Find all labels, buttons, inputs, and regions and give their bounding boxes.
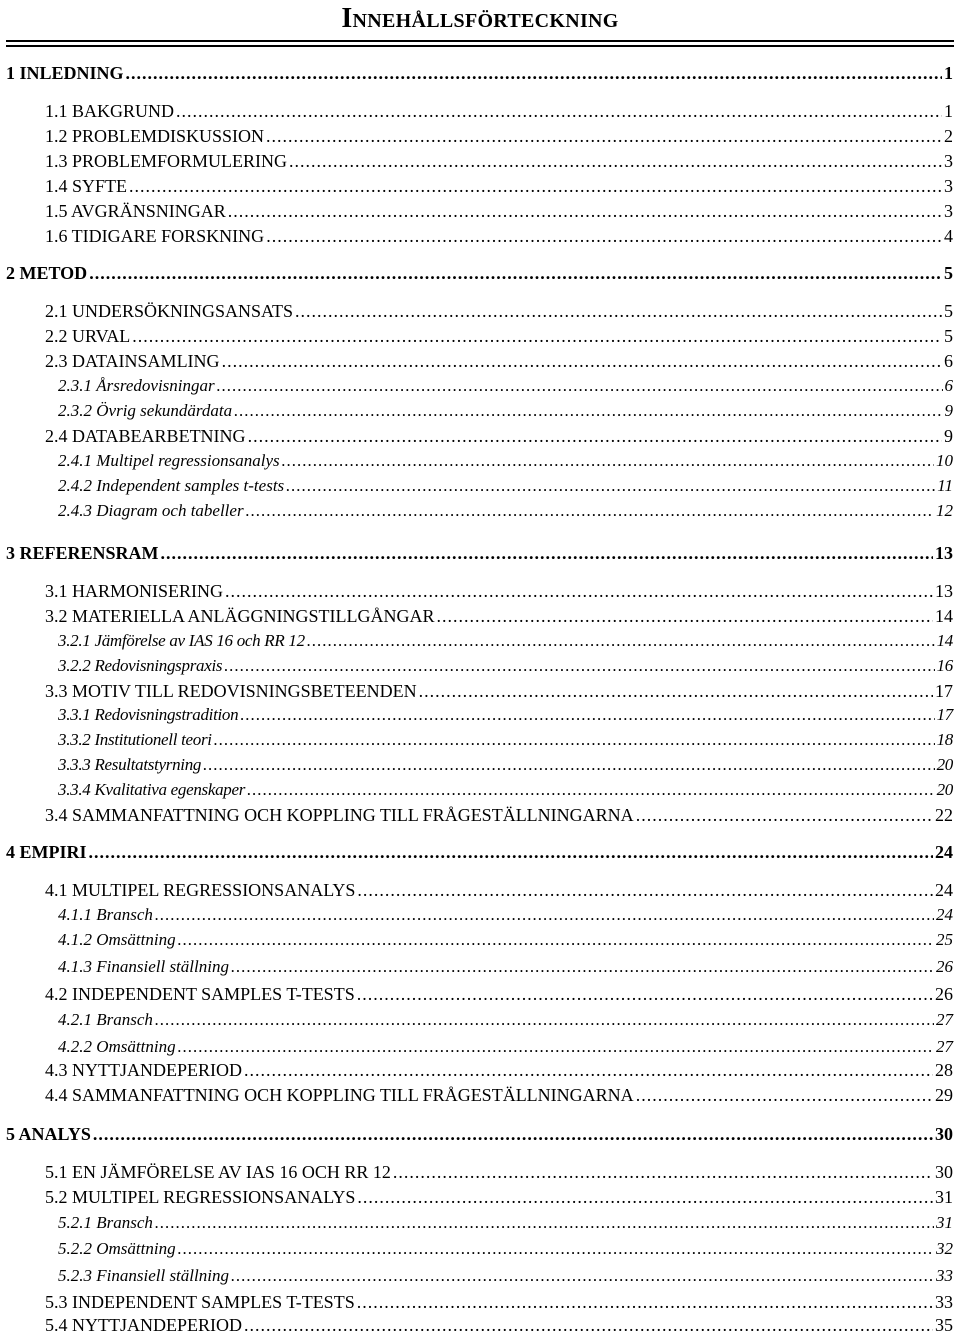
toc-entry-5-3[interactable] (0, 1290, 960, 1314)
dot-leader (132, 324, 942, 348)
toc-entry-page-number: 14 (935, 606, 953, 626)
toc-entry-page-number: 24 (935, 842, 953, 862)
toc-entry-label: 5 ANALYS (6, 1124, 91, 1144)
dot-leader (244, 1058, 933, 1082)
toc-entry-label: 1.1 BAKGRUND (45, 101, 175, 121)
toc-entry-label: 4.1 MULTIPEL REGRESSIONSANALYS (45, 880, 356, 900)
dot-leader (247, 778, 935, 802)
toc-entry-label: 2.3 DATAINSAMLING (45, 351, 220, 371)
toc-entry-3-3[interactable] (0, 679, 960, 703)
toc-entry-4-1-1[interactable] (0, 903, 960, 927)
toc-entry-page-number: 29 (935, 1085, 953, 1105)
toc-entry-page-number: 1 (944, 63, 953, 83)
toc-entry-1-3[interactable] (0, 149, 960, 173)
toc-entry-label: 5.3 INDEPENDENT SAMPLES T-TESTS (45, 1292, 355, 1312)
toc-entry-page-number: 3 (944, 201, 953, 221)
dot-leader (244, 1313, 933, 1337)
toc-entry-page-number: 17 (935, 681, 953, 701)
dot-leader (176, 99, 942, 123)
toc-entry-2-3[interactable] (0, 349, 960, 373)
toc-entry-label: 3.1 HARMONISERING (45, 581, 224, 601)
toc-entry-5-4[interactable] (0, 1313, 960, 1337)
toc-entry-page-number: 2 (944, 126, 953, 146)
toc-entry-5[interactable] (0, 1122, 960, 1146)
toc-entry-label: 3 REFERENSRAM (6, 543, 159, 563)
dot-leader (266, 224, 942, 248)
toc-entry-2-2[interactable] (0, 324, 960, 348)
toc-entry-3-3-4[interactable] (0, 778, 960, 802)
toc-entry-label: 5.2.3 Finansiell ställning (58, 1266, 229, 1285)
toc-entry-4-2-1[interactable] (0, 1008, 960, 1032)
toc-entry-label: 2.4.3 Diagram och tabeller (58, 501, 244, 520)
dot-leader (222, 349, 942, 373)
toc-entry-1-2[interactable] (0, 124, 960, 148)
toc-entry-label: 3.3.1 Redovisningstradition (58, 705, 239, 724)
dot-leader (393, 1160, 933, 1184)
toc-entry-page-number: 3 (944, 151, 953, 171)
dot-leader (89, 840, 934, 864)
toc-entry-page-number: 18 (936, 730, 953, 749)
toc-entry-label: 4.1.2 Omsättning (58, 930, 176, 949)
toc-entry-1-4[interactable] (0, 174, 960, 198)
toc-entry-label: 5.1 EN JÄMFÖRELSE AV IAS 16 OCH RR 12 (45, 1162, 391, 1182)
dot-leader (357, 982, 933, 1006)
toc-entry-label: 5.2.1 Bransch (58, 1213, 153, 1232)
dot-leader (248, 424, 942, 448)
toc-entry-4-2[interactable] (0, 982, 960, 1006)
dot-leader (636, 1083, 933, 1107)
toc-entry-page-number: 17 (936, 705, 953, 724)
toc-entry-4[interactable] (0, 840, 960, 864)
toc-entry-4-3[interactable] (0, 1058, 960, 1082)
toc-entry-3-3-3[interactable] (0, 753, 960, 777)
toc-entry-label: 1.6 TIDIGARE FORSKNING (45, 226, 265, 246)
dot-leader (266, 124, 942, 148)
dot-leader (178, 928, 934, 952)
dot-leader (129, 174, 942, 198)
toc-entry-label: 3.3.3 Resultatstyrning (58, 755, 202, 774)
toc-entry-page-number: 6 (944, 351, 953, 371)
toc-entry-1-6[interactable] (0, 224, 960, 248)
toc-entry-label: 3.4 SAMMANFATTNING OCH KOPPLING TILL FRÅGESTÄLLNINGARNA (45, 805, 634, 825)
dot-leader (282, 449, 934, 473)
toc-entry-3-4[interactable] (0, 803, 960, 827)
toc-entry-4-1-2[interactable] (0, 928, 960, 952)
dot-leader (178, 1237, 934, 1261)
toc-entry-label: 3.3.4 Kvalitativa egenskaper (58, 780, 246, 799)
dot-leader (155, 903, 934, 927)
toc-entry-3[interactable] (0, 541, 960, 565)
dot-leader (246, 499, 934, 523)
dot-leader (161, 541, 933, 565)
toc-entry-page-number: 24 (936, 905, 953, 924)
toc-entry-page-number: 13 (935, 581, 953, 601)
dot-leader (357, 1290, 933, 1314)
toc-entry-5-1[interactable] (0, 1160, 960, 1184)
toc-entry-3-2-1[interactable] (0, 629, 960, 653)
dot-leader (155, 1211, 934, 1235)
toc-entry-page-number: 30 (935, 1162, 953, 1182)
toc-entry-label: 2.3.2 Övrig sekundärdata (58, 401, 233, 420)
toc-entry-label: 2.2 URVAL (45, 326, 131, 346)
dot-leader (217, 374, 943, 398)
dot-leader (234, 399, 942, 423)
dot-leader (286, 474, 935, 498)
toc-entry-5-2-1[interactable] (0, 1211, 960, 1235)
toc-entry-label: 2.4 DATABEARBETNING (45, 426, 246, 446)
toc-entry-page-number: 32 (936, 1239, 953, 1258)
toc-entry-page-number: 30 (935, 1124, 953, 1144)
dot-leader (126, 61, 942, 85)
dot-leader (419, 679, 933, 703)
toc-entry-page-number: 14 (936, 631, 953, 650)
dot-leader (214, 728, 935, 752)
toc-entry-label: 1.3 PROBLEMFORMULERING (45, 151, 288, 171)
toc-entry-page-number: 1 (944, 101, 953, 121)
toc-entry-4-1-3[interactable] (0, 955, 960, 979)
toc-entry-3-2[interactable] (0, 604, 960, 628)
dot-leader (436, 604, 933, 628)
toc-entry-2-4[interactable] (0, 424, 960, 448)
toc-entry-page-number: 16 (936, 656, 953, 675)
toc-entry-label: 3.2.2 Redovisningspraxis (58, 656, 223, 675)
dot-leader (231, 955, 934, 979)
toc-entry-page-number: 5 (944, 263, 953, 283)
toc-entry-page-number: 27 (936, 1010, 953, 1029)
toc-entry-label: 4.2 INDEPENDENT SAMPLES T-TESTS (45, 984, 355, 1004)
toc-entry-5-2-3[interactable] (0, 1264, 960, 1288)
toc-entry-2-4-1[interactable] (0, 449, 960, 473)
toc-entry-page-number: 28 (935, 1060, 953, 1080)
toc-entry-page-number: 6 (944, 376, 953, 395)
toc-entry-page-number: 35 (935, 1315, 953, 1335)
toc-entry-page-number: 4 (944, 226, 953, 246)
dot-leader (178, 1035, 934, 1059)
toc-entry-4-1[interactable] (0, 878, 960, 902)
dot-leader (357, 878, 933, 902)
toc-entry-label: 4.4 SAMMANFATTNING OCH KOPPLING TILL FRÅGESTÄLLNINGARNA (45, 1085, 634, 1105)
toc-entry-2-4-2[interactable] (0, 474, 960, 498)
toc-entry-3-3-1[interactable] (0, 703, 960, 727)
toc-entry-label: 1.4 SYFTE (45, 176, 128, 196)
toc-entry-label: 2.4.1 Multipel regressionsanalys (58, 451, 280, 470)
toc-entry-page-number: 33 (935, 1292, 953, 1312)
toc-entry-1[interactable] (0, 61, 960, 85)
dot-leader (93, 1122, 933, 1146)
toc-entry-label: 5.2 MULTIPEL REGRESSIONSANALYS (45, 1187, 356, 1207)
dot-leader (307, 629, 935, 653)
dot-leader (357, 1185, 933, 1209)
toc-entry-page-number: 10 (936, 451, 953, 470)
toc-entry-label: 5.2.2 Omsättning (58, 1239, 176, 1258)
toc-entry-page-number: 20 (936, 755, 953, 774)
dot-leader (224, 654, 934, 678)
toc-entry-3-2-2[interactable] (0, 654, 960, 678)
toc-entry-page-number: 5 (944, 326, 953, 346)
toc-entry-page-number: 13 (935, 543, 953, 563)
toc-entry-page-number: 31 (935, 1187, 953, 1207)
toc-entry-2[interactable] (0, 261, 960, 285)
toc-entry-4-4[interactable] (0, 1083, 960, 1107)
toc-entry-2-3-2[interactable] (0, 399, 960, 423)
toc-entry-label: 4.1.3 Finansiell ställning (58, 957, 229, 976)
toc-entry-3-3-2[interactable] (0, 728, 960, 752)
toc-entry-page-number: 27 (936, 1037, 953, 1056)
toc-entry-label: 2.1 UNDERSÖKNINGSANSATS (45, 301, 294, 321)
toc-entry-2-1[interactable] (0, 299, 960, 323)
toc-entry-label: 1.2 PROBLEMDISKUSSION (45, 126, 265, 146)
toc-entry-label: 2.4.2 Independent samples t-tests (58, 476, 285, 495)
toc-entry-1-5[interactable] (0, 199, 960, 223)
toc-entry-1-1[interactable] (0, 99, 960, 123)
toc-entry-page-number: 5 (944, 301, 953, 321)
toc-entry-label: 4.3 NYTTJANDEPERIOD (45, 1060, 242, 1080)
dot-leader (289, 149, 942, 173)
toc-entry-5-2[interactable] (0, 1185, 960, 1209)
toc-entry-page-number: 22 (935, 805, 953, 825)
toc-entry-label: 1.5 AVGRÄNSNINGAR (45, 201, 226, 221)
toc-entry-page-number: 26 (935, 984, 953, 1004)
toc-entry-label: 2.3.1 Årsredovisningar (58, 376, 215, 395)
toc-entry-label: 5.4 NYTTJANDEPERIOD (45, 1315, 242, 1335)
toc-entry-page-number: 24 (935, 880, 953, 900)
toc-entry-page-number: 12 (936, 501, 953, 520)
toc-entry-page-number: 33 (936, 1266, 953, 1285)
toc-entry-page-number: 9 (944, 426, 953, 446)
page-title: Innehållsförteckning (341, 3, 619, 34)
toc-entry-label: 4.2.2 Omsättning (58, 1037, 176, 1056)
toc-entry-label: 2 METOD (6, 263, 88, 283)
dot-leader (231, 1264, 934, 1288)
dot-leader (636, 803, 933, 827)
dot-leader (228, 199, 942, 223)
toc-entry-label: 4 EMPIRI (6, 842, 87, 862)
dot-leader (203, 753, 935, 777)
toc-entry-page-number: 31 (936, 1213, 953, 1232)
toc-entry-page-number: 9 (944, 401, 953, 420)
toc-entry-4-2-2[interactable] (0, 1035, 960, 1059)
toc-entry-label: 3.3.2 Institutionell teori (58, 730, 212, 749)
toc-entry-label: 3.2 MATERIELLA ANLÄGGNINGSTILLGÅNGAR (45, 606, 435, 626)
toc-entry-page-number: 11 (937, 476, 953, 495)
toc-entry-page-number: 3 (944, 176, 953, 196)
toc-entry-label: 4.1.1 Bransch (58, 905, 153, 924)
toc-entry-page-number: 20 (936, 780, 953, 799)
toc-entry-label: 1 INLEDNING (6, 63, 124, 83)
toc-entry-label: 3.2.1 Jämförelse av IAS 16 och RR 12 (58, 631, 305, 650)
toc-entry-3-1[interactable] (0, 579, 960, 603)
dot-leader (225, 579, 933, 603)
toc-entry-page-number: 25 (936, 930, 953, 949)
toc-entry-label: 4.2.1 Bransch (58, 1010, 153, 1029)
toc-entry-5-2-2[interactable] (0, 1237, 960, 1261)
dot-leader (155, 1008, 934, 1032)
dot-leader (89, 261, 942, 285)
toc-entry-label: 3.3 MOTIV TILL REDOVISNINGSBETEENDEN (45, 681, 417, 701)
toc-entry-2-4-3[interactable] (0, 499, 960, 523)
dot-leader (295, 299, 942, 323)
dot-leader (240, 703, 934, 727)
toc-entry-page-number: 26 (936, 957, 953, 976)
toc-entry-2-3-1[interactable] (0, 374, 960, 398)
